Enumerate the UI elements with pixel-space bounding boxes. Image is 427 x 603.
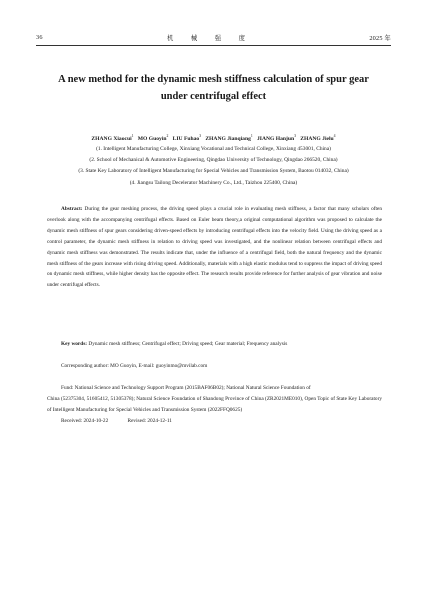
dates bbox=[61, 416, 382, 427]
author-list bbox=[36, 131, 391, 144]
affiliation: (3. State Key Laboratory of Intelligent Manufacturing for Special Vehicles and Transmission System, Baotou 014032, China) bbox=[78, 168, 349, 175]
author: ZHANG Jianqiang$^1$ bbox=[205, 134, 253, 142]
author: ZHANG Jielu$^4$ bbox=[300, 134, 336, 142]
keywords bbox=[61, 339, 382, 350]
keywords-label: Key words: bbox=[61, 341, 88, 347]
running-header bbox=[36, 31, 391, 43]
title-line-1: A new method for the dynamic mesh stiffness calculation of spur gear bbox=[58, 74, 369, 85]
author: MO Guoyin$^2$ bbox=[137, 134, 169, 142]
year: 2025 年 bbox=[369, 34, 391, 42]
header-rule bbox=[36, 45, 391, 46]
page-number: 36 bbox=[36, 33, 43, 41]
corresponding-author: Corresponding author: MO Guoyin, E-mail: guoyinmo@mvilab.com bbox=[61, 363, 208, 369]
fund-continuation: China (52375304, 51605412, 51305378); Natural Science Foundation of Shandong Province of China (ZR2021ME010), Open Topic of State Key Laboratory of Intelligent Manufacturing for Special Vehicles and Transmission System (2022FFQ0625) bbox=[47, 395, 382, 413]
affiliation: (1. Intelligent Manufacturing College, Xinxiang Vocational and Technical College, Xinxiang 453001, China) bbox=[96, 146, 331, 152]
fund-line-1: Fund: National Science and Technology Support Program (2015BAF06B02); National Natural Science Foundation of bbox=[61, 385, 311, 391]
title-line-2: under centrifugal effect bbox=[160, 91, 267, 102]
affiliation: (4. Jiangsu Tailong Decelerator Machinery Co., Ltd., Taizhou 225400, China) bbox=[129, 179, 298, 186]
abstract-text: During the gear meshing process, the driving speed plays a crucial role in evaluating mesh stiffness, a factor that many scholars often overlook along with the accompanying centrifugal effects. Based on Euler beam theory,a original computational algorithm was proposed to calculate the dynamic mesh stiffness of spur gears considering driven-speed effects by introducing centrifugal effects into the velocity field. Using the driving speed as a control parameter, the dynamic mesh stiffness in relation to driving speed was investigated, and the nonlinear relation between centrifugal effects and dynamic mesh stiffness was demonstrated. The results indicate that, under the influence of a centrifugal field, both the natural frequency and the dynamic mesh stiffness of the gears increase with rising driving speed. Additionally, materials with a high elastic modulus tend to suppress the impact of driving speed on dynamic mesh stiffness, while higher density has the opposite effect. The research results provide reference for further analysis of gear vibration and noise under centrifugal effects. bbox=[47, 206, 383, 289]
journal-name: 机 械 强 度 bbox=[167, 34, 253, 42]
author: LIU Fuhao$^3$ bbox=[172, 134, 202, 142]
abstract bbox=[47, 204, 382, 291]
affiliation: (2. School of Mechanical & Automotive Engineering, Qingdao University of Technology, Qingdao 266520, China) bbox=[89, 157, 338, 164]
revised-date: Revised: 2024-12-11 bbox=[127, 418, 172, 424]
affiliations bbox=[36, 144, 391, 189]
keywords-text: Dynamic mesh stiffness; Centrifugal effect; Driving speed; Gear material; Frequency analysis bbox=[88, 341, 288, 347]
paper-title bbox=[40, 71, 387, 105]
received-date: Received: 2024-10-22 bbox=[61, 418, 109, 424]
author: JIANG Hanjun$^3$ bbox=[256, 134, 297, 142]
fund bbox=[47, 383, 382, 416]
abstract-label: Abstract: bbox=[61, 206, 83, 212]
author: ZHANG Xiaocui$^1$ bbox=[91, 134, 134, 142]
